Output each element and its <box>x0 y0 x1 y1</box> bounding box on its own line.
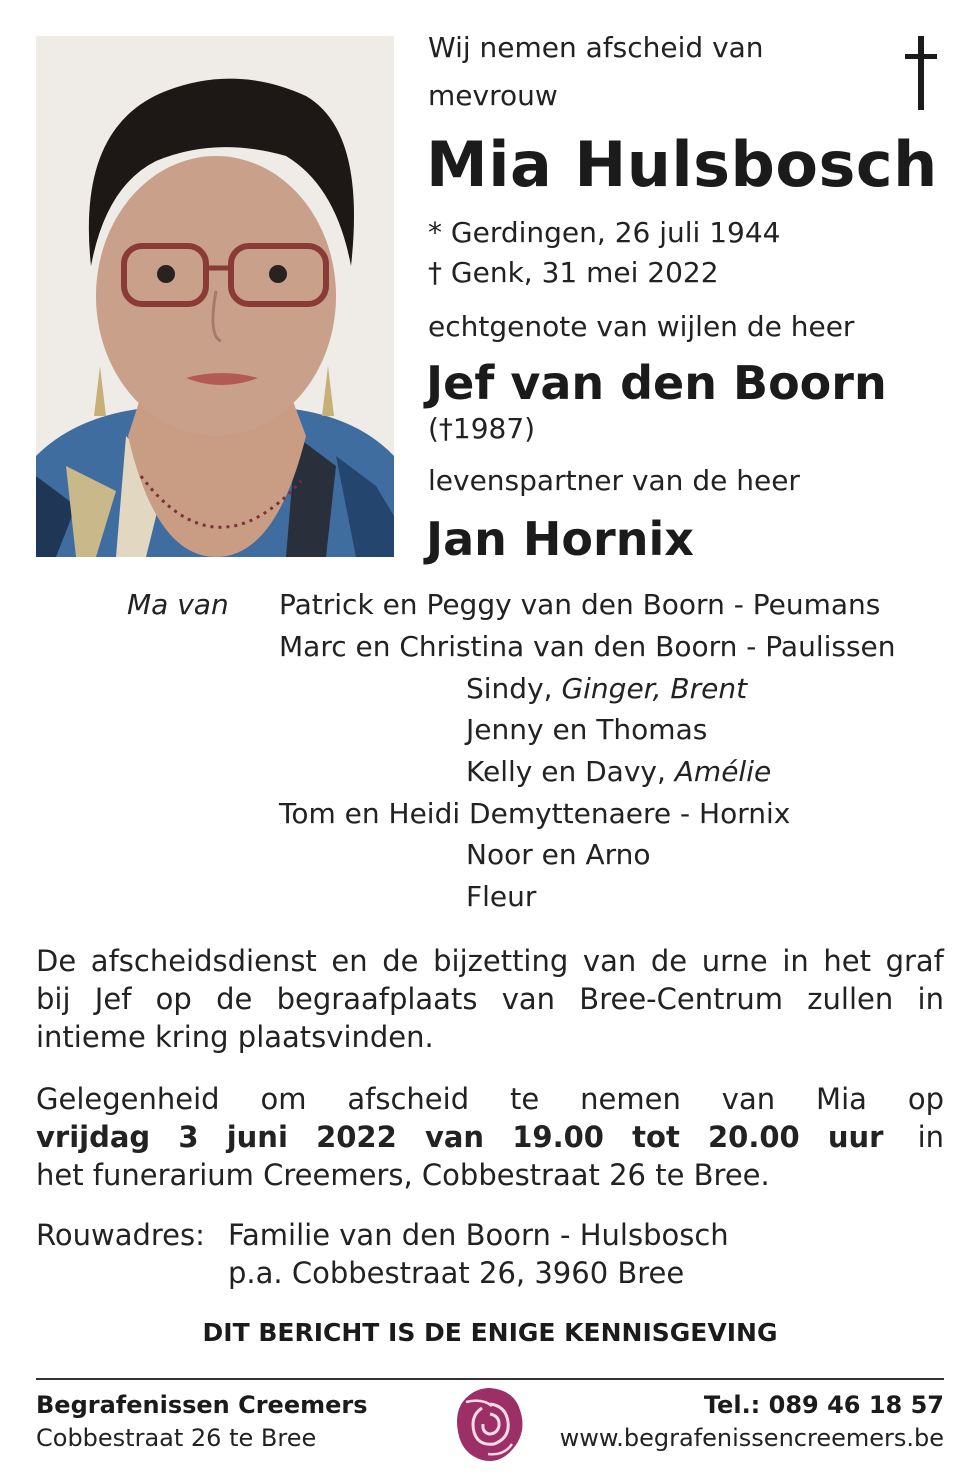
spouse-relation: echtgenote van wijlen de heer <box>428 310 855 343</box>
spouse-name: Jef van den Boorn <box>426 356 887 410</box>
family-row-text: Patrick en Peggy van den Boorn - Peumans <box>279 588 881 621</box>
cross-icon <box>902 36 942 116</box>
visitation-paragraph <box>36 1080 944 1194</box>
ceremony-paragraph <box>36 942 944 1056</box>
word: om <box>260 1082 307 1116</box>
family-label: Ma van <box>127 588 229 621</box>
family-row-italic: Ginger, Brent <box>561 672 748 705</box>
portrait-photo <box>36 36 394 557</box>
word: juni <box>226 1120 288 1154</box>
word: 20.00 <box>707 1120 800 1154</box>
word: 3 <box>178 1120 199 1154</box>
ceremony-line-3: intieme kring plaatsvinden. <box>36 1020 434 1054</box>
word: Mia <box>816 1082 867 1116</box>
family-row-text: Tom en Heidi Demyttenaere - Hornix <box>279 797 791 830</box>
word: begraafplaats <box>276 982 478 1016</box>
footer-divider <box>36 1378 944 1380</box>
word: De <box>36 944 77 978</box>
birth-info: * Gerdingen, 26 juli 1944 <box>428 216 781 249</box>
word: op <box>155 982 192 1016</box>
word: nemen <box>580 1082 681 1116</box>
word: van <box>582 944 637 978</box>
partner-relation: levenspartner van de heer <box>428 464 800 497</box>
word: van <box>721 1082 776 1116</box>
family-row-7 <box>466 838 651 871</box>
intro-line-2: mevrouw <box>428 79 558 112</box>
visitation-line-1 <box>36 1080 944 1118</box>
word: de <box>382 944 419 978</box>
word: afscheidsdienst <box>90 944 317 978</box>
word: bijzetting <box>433 944 569 978</box>
visitation-line-2 <box>36 1118 944 1156</box>
word: 19.00 <box>512 1120 604 1154</box>
word: uur <box>827 1120 884 1154</box>
intro-line-1: Wij nemen afscheid van <box>428 31 764 64</box>
spouse-note: (†1987) <box>428 412 536 445</box>
word: van <box>501 982 556 1016</box>
family-row-text: Fleur <box>466 880 537 913</box>
word: graf <box>885 944 944 978</box>
word: de <box>216 982 253 1016</box>
word: op <box>907 1082 944 1116</box>
family-row-text: Kelly en Davy, <box>466 755 675 788</box>
footer-phone: Tel.: 089 46 18 57 <box>703 1391 944 1419</box>
word: urne <box>701 944 768 978</box>
deceased-name: Mia Hulsbosch <box>426 128 938 201</box>
word: Gelegenheid <box>36 1082 220 1116</box>
address-line-1: Familie van den Boorn - Hulsbosch <box>228 1218 729 1252</box>
address-line-2: p.a. Cobbestraat 26, 3960 Bree <box>228 1256 685 1290</box>
visitation-line-3: het funerarium Creemers, Cobbestraat 26 te Bree. <box>36 1158 770 1192</box>
visitation-date-time <box>36 1118 884 1156</box>
ceremony-line-1 <box>36 942 944 980</box>
word: 2022 <box>316 1120 397 1154</box>
family-row-2 <box>279 630 896 663</box>
word: in <box>917 982 944 1016</box>
family-row-8 <box>466 880 536 913</box>
family-row-3 <box>466 672 747 705</box>
rose-logo-icon <box>452 1384 528 1470</box>
footer-street: Cobbestraat 26 te Bree <box>36 1424 317 1452</box>
family-row-text: Marc en Christina van den Boorn - Paulissen <box>279 630 896 663</box>
family-row-1 <box>279 588 880 621</box>
word: het <box>823 944 871 978</box>
family-row-text: Sindy, <box>466 672 562 705</box>
footer-website: www.begrafenissencreemers.be <box>559 1424 944 1452</box>
family-row-5 <box>466 755 771 788</box>
word: Bree-Centrum <box>579 982 784 1016</box>
word: Jef <box>94 982 132 1016</box>
family-row-4 <box>466 713 707 746</box>
word: bij <box>36 982 71 1016</box>
word: van <box>424 1120 485 1154</box>
word: vrijdag <box>36 1120 151 1154</box>
word: zullen <box>807 982 894 1016</box>
word: en <box>331 944 368 978</box>
family-row-italic: Amélie <box>674 755 772 788</box>
word: de <box>650 944 688 978</box>
word: in <box>782 944 809 978</box>
visitation-line-2-end: in <box>917 1120 944 1154</box>
family-row-text: Jenny en Thomas <box>466 713 708 746</box>
word: tot <box>632 1120 680 1154</box>
family-row-text: Noor en Arno <box>466 838 651 871</box>
word: afscheid <box>347 1082 470 1116</box>
death-info: † Genk, 31 mei 2022 <box>428 256 719 289</box>
notice-heading: DIT BERICHT IS DE ENIGE KENNISGEVING <box>202 1318 778 1347</box>
ceremony-line-2 <box>36 980 944 1018</box>
word: te <box>510 1082 540 1116</box>
family-row-6 <box>279 797 790 830</box>
address-label: Rouwadres: <box>36 1218 205 1252</box>
footer-company: Begrafenissen Creemers <box>36 1391 368 1419</box>
partner-name: Jan Hornix <box>426 512 694 566</box>
